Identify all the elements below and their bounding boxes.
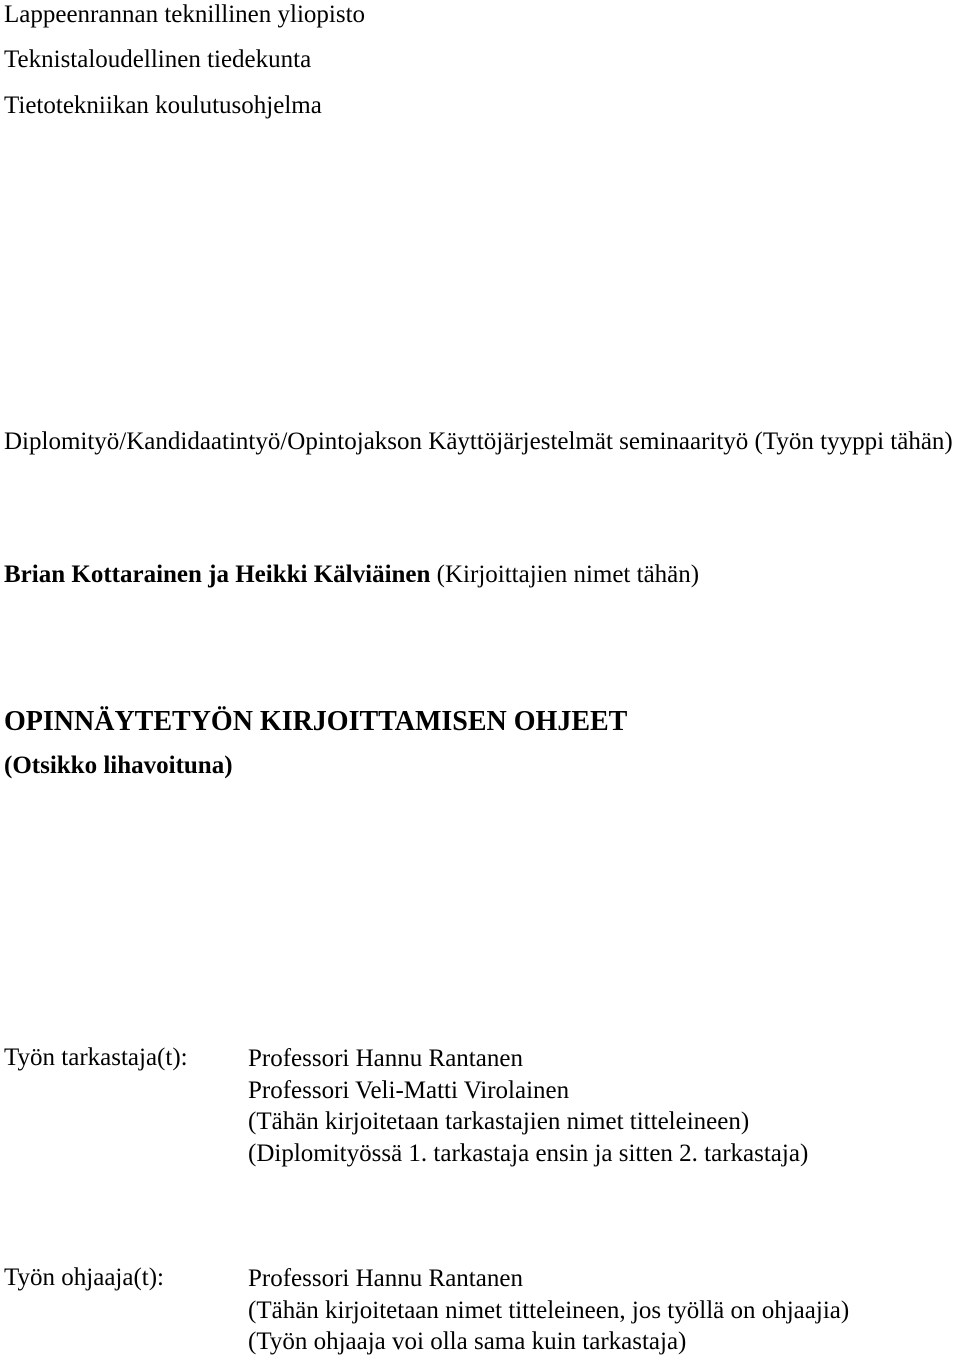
title-main: OPINNÄYTETYÖN KIRJOITTAMISEN OHJEET	[4, 706, 628, 737]
supervisors-list	[248, 1263, 849, 1358]
thesis-title	[4, 700, 627, 788]
author-names: Brian Kottarainen ja Heikki Kälviäinen	[4, 561, 431, 588]
authors	[4, 560, 699, 590]
examiner-line: (Tähän kirjoitetaan tarkastajien nimet titteleineen)	[248, 1108, 750, 1135]
supervisor-line: Professori Hannu Rantanen	[248, 1265, 523, 1292]
examiners-list	[248, 1043, 808, 1169]
examiner-line: Professori Veli-Matti Virolainen	[248, 1076, 570, 1104]
supervisors-label: Työn ohjaaja(t):	[4, 1264, 164, 1291]
supervisor-line: (Tähän kirjoitetaan nimet titteleineen, jos työllä on ohjaajia)	[248, 1296, 850, 1324]
title-note: (Otsikko lihavoituna)	[4, 752, 233, 779]
supervisor-line: (Työn ohjaaja voi olla sama kuin tarkastaja)	[248, 1328, 687, 1355]
examiner-line: (Diplomityössä 1. tarkastaja ensin ja sitten 2. tarkastaja)	[248, 1139, 809, 1167]
examiners-label: Työn tarkastaja(t):	[4, 1044, 188, 1071]
author-note: (Kirjoittajien nimet tähän)	[430, 561, 700, 588]
work-type: Diplomityö/Kandidaatintyö/Opintojakson Käyttöjärjestelmät seminaarityö (Työn tyyppi tähän)	[4, 428, 953, 455]
faculty-name: Teknistaloudellinen tiedekunta	[4, 46, 312, 73]
university-name: Lappeenrannan teknillinen yliopisto	[4, 1, 366, 28]
examiner-line: Professori Hannu Rantanen	[248, 1045, 523, 1072]
program-name: Tietotekniikan koulutusohjelma	[4, 92, 322, 119]
